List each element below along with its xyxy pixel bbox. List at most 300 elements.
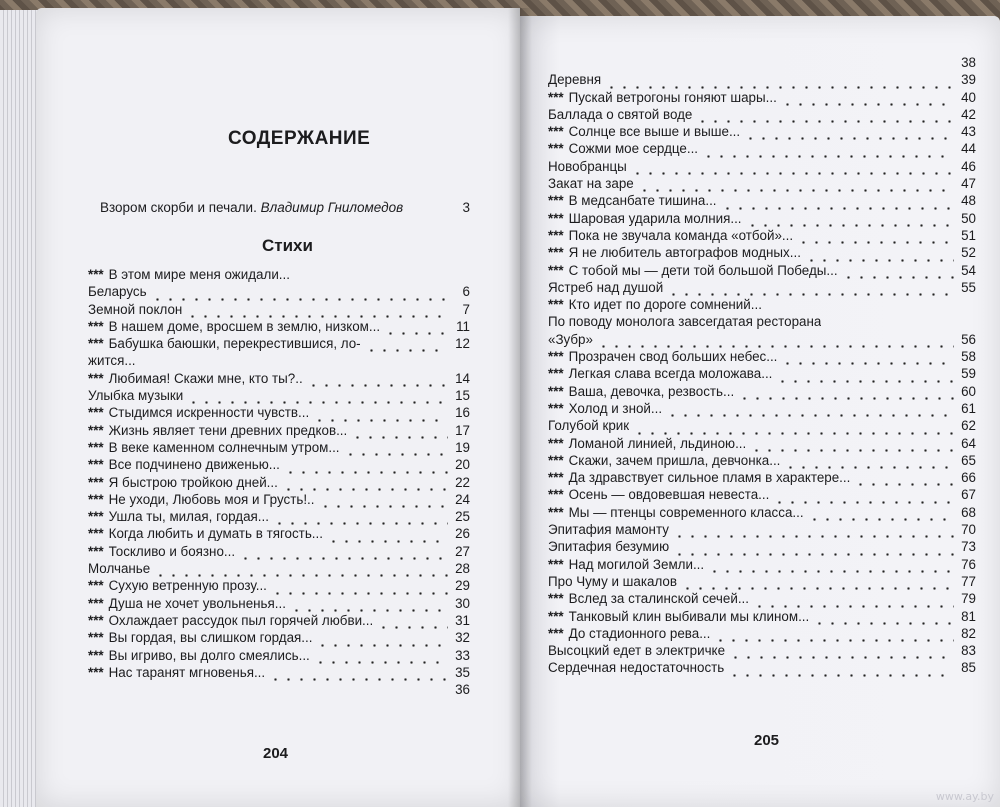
toc-entry-page: 67 — [961, 487, 976, 503]
asterisks-marker: *** — [548, 487, 564, 503]
toc-entry-title — [548, 608, 809, 625]
toc-entry-text: Вы гордая, вы слишком гордая... — [108, 630, 313, 646]
toc-entry-title — [88, 525, 323, 542]
toc-entry-text: Высоцкий едет в электричке — [548, 643, 726, 659]
toc-entry-title — [88, 647, 310, 664]
toc-entry-title — [88, 595, 286, 612]
toc-right-list — [548, 54, 976, 677]
toc-entry — [548, 590, 976, 607]
toc-entry-title — [548, 296, 762, 313]
toc-entry-page: 62 — [961, 418, 976, 434]
dot-leader — [854, 474, 954, 486]
dot-leader — [631, 163, 954, 175]
dot-leader — [702, 146, 954, 158]
toc-entry — [88, 612, 470, 629]
dot-leader — [307, 375, 448, 387]
toc-entry-title — [88, 491, 315, 508]
toc-entry — [548, 486, 976, 503]
toc-entry — [548, 348, 976, 365]
toc-entry-text: Осень — овдовевшая невеста... — [568, 487, 770, 503]
toc-entry — [88, 370, 470, 387]
toc-entry-text: Вслед за сталинской сечей... — [568, 591, 750, 607]
dot-leader — [667, 284, 954, 296]
toc-entry-title — [88, 439, 340, 456]
toc-entry-page: 83 — [961, 643, 976, 659]
toc-entry-page: 77 — [961, 573, 976, 589]
toc-entry — [548, 504, 976, 521]
dot-leader — [776, 371, 954, 383]
toc-entry — [548, 521, 976, 538]
toc-entry — [548, 625, 976, 642]
dot-leader — [351, 427, 448, 439]
asterisks-marker: *** — [88, 526, 104, 542]
toc-entry — [88, 560, 470, 577]
preface-author: Владимир Гниломедов — [260, 200, 404, 215]
toc-entry — [548, 659, 976, 676]
toc-entry — [548, 469, 976, 486]
dot-leader — [282, 479, 448, 491]
toc-entry-page: 82 — [961, 625, 976, 641]
page-number-left: 204 — [263, 745, 289, 762]
toc-entry-title — [548, 244, 801, 261]
toc-entry-title — [88, 352, 136, 369]
toc-entry-text: Шаровая ударила молния... — [568, 210, 742, 226]
toc-entry-title — [548, 400, 662, 417]
dot-leader — [744, 128, 954, 140]
toc-entry — [88, 681, 470, 698]
dot-leader — [290, 600, 448, 612]
toc-entry — [548, 642, 976, 659]
toc-entry-text: Ваша, девочка, резвость... — [568, 383, 735, 399]
toc-entry-title — [88, 612, 373, 629]
toc-entry — [548, 400, 976, 417]
section-heading: Стихи — [262, 236, 313, 255]
toc-entry-title — [548, 140, 698, 157]
toc-entry-text: Любимая! Скажи мне, кто ты?.. — [108, 370, 303, 386]
toc-entry-page: 52 — [961, 245, 976, 261]
toc-entry-text: Земной поклон — [88, 301, 183, 317]
toc-entry-page: 42 — [961, 106, 976, 122]
toc-entry-title — [548, 573, 677, 590]
dot-leader — [797, 232, 954, 244]
toc-entry — [548, 313, 976, 330]
toc-entry-title — [548, 313, 821, 330]
dot-leader — [597, 336, 954, 348]
toc-entry-page: 28 — [455, 561, 470, 577]
preface-title-group — [100, 200, 403, 215]
dot-leader — [316, 635, 448, 647]
toc-entry — [88, 301, 470, 318]
toc-entry-title — [548, 279, 663, 296]
toc-entry — [88, 283, 470, 300]
toc-entry — [88, 577, 470, 594]
asterisks-marker: *** — [548, 400, 564, 416]
toc-entry-title — [548, 469, 850, 486]
toc-entry-title — [548, 262, 838, 279]
toc-entry — [88, 629, 470, 646]
toc-entry-text: Молчанье — [88, 561, 151, 577]
toc-entry-page: 39 — [961, 72, 976, 88]
toc-entry-title — [548, 417, 629, 434]
toc-entry-title — [88, 543, 235, 560]
toc-entry-page: 44 — [961, 141, 976, 157]
toc-entry-page: 12 — [455, 336, 470, 352]
toc-entry-title — [548, 89, 777, 106]
asterisks-marker: *** — [548, 556, 564, 572]
dot-leader — [729, 647, 954, 659]
dot-leader — [154, 565, 448, 577]
dot-leader — [728, 665, 954, 677]
asterisks-marker: *** — [88, 439, 104, 455]
toc-entry-text: Все подчинено движенью... — [108, 457, 280, 473]
toc-entry-page: 64 — [961, 435, 976, 451]
toc-entry-page: 20 — [455, 457, 470, 473]
dot-leader — [825, 319, 954, 331]
toc-entry-page: 43 — [961, 124, 976, 140]
toc-entry-page: 48 — [961, 193, 976, 209]
toc-entry-page: 85 — [961, 660, 976, 676]
dot-leader — [365, 340, 448, 352]
toc-entry-text: В медсанбате тишина... — [568, 193, 717, 209]
toc-entry — [548, 279, 976, 296]
asterisks-marker: *** — [88, 267, 104, 282]
toc-entry-title — [88, 318, 380, 335]
asterisks-marker: *** — [548, 591, 564, 607]
toc-entry-page: 38 — [961, 55, 976, 70]
toc-entry-page: 32 — [455, 630, 470, 646]
toc-entry-text: Когда любить и думать в тягость... — [108, 526, 323, 542]
dot-leader — [842, 267, 954, 279]
asterisks-marker: *** — [88, 543, 104, 559]
dot-leader — [313, 410, 448, 422]
toc-entry-title — [88, 283, 147, 300]
asterisks-marker: *** — [548, 452, 564, 468]
toc-entry — [548, 54, 976, 71]
toc-entry-text: Ушла ты, милая, гордая... — [108, 509, 269, 525]
toc-entry-page: 16 — [455, 405, 470, 421]
toc-entry-title — [88, 422, 347, 439]
toc-entry-text: Сожми мое сердце... — [568, 141, 699, 157]
toc-entry-page: 46 — [961, 158, 976, 174]
toc-entry-page: 55 — [961, 279, 976, 295]
toc-entry — [88, 439, 470, 456]
toc-entry-page: 70 — [961, 522, 976, 538]
toc-entry-page: 60 — [961, 383, 976, 399]
asterisks-marker: *** — [88, 664, 104, 680]
toc-entry — [548, 71, 976, 88]
toc-entry-page: 11 — [456, 318, 470, 334]
toc-entry-text: Эпитафия мамонту — [548, 522, 669, 538]
dot-leader — [273, 513, 448, 525]
toc-entry-title — [88, 387, 183, 404]
asterisks-marker: *** — [88, 630, 104, 646]
dot-leader — [708, 561, 954, 573]
toc-entry-text: По поводу монолога завсегдатая ресторана — [548, 314, 822, 330]
toc-entry-title — [88, 335, 361, 352]
dot-leader — [773, 492, 954, 504]
toc-entry-text: Сердечная недостаточность — [548, 660, 725, 676]
toc-entry-page: 33 — [455, 647, 470, 663]
toc-entry-page: 30 — [455, 595, 470, 611]
toc-entry — [548, 365, 976, 382]
dot-leader — [746, 215, 954, 227]
asterisks-marker: *** — [548, 124, 564, 140]
toc-entry-text: «Зубр» — [548, 331, 593, 347]
toc-entry-page: 59 — [961, 366, 976, 382]
dot-leader — [186, 306, 448, 318]
toc-entry-title — [548, 435, 746, 452]
toc-entry-text: Голубой крик — [548, 418, 630, 434]
dot-leader — [813, 613, 954, 625]
toc-entry — [88, 664, 470, 681]
dot-leader — [140, 358, 448, 370]
page-number-right: 205 — [754, 732, 780, 749]
toc-entry-title — [548, 365, 772, 382]
dot-leader — [638, 180, 954, 192]
toc-entry-title — [88, 560, 150, 577]
asterisks-marker: *** — [88, 595, 104, 611]
toc-entry-title — [88, 404, 309, 421]
toc-entry-title — [548, 659, 724, 676]
toc-entry-page: 40 — [961, 89, 976, 105]
toc-entry-text: В этом мире меня ожидали... — [108, 267, 290, 282]
dot-leader — [721, 198, 954, 210]
toc-entry-title — [88, 301, 182, 318]
toc-entry — [88, 647, 470, 664]
preface-page: 3 — [462, 200, 470, 215]
toc-entry — [88, 491, 470, 508]
toc-entry-text: Холод и зной... — [568, 400, 663, 416]
toc-entry-text: Танковый клин выбивали мы клином... — [568, 608, 810, 624]
toc-entry-title — [548, 348, 777, 365]
toc-entry-text: Бабушка баюшки, перекрестившися, ло- — [108, 336, 361, 352]
toc-entry-title — [88, 370, 303, 387]
toc-entry — [548, 210, 976, 227]
toc-entry — [548, 383, 976, 400]
toc-entry-page: 61 — [961, 400, 976, 416]
dot-leader — [738, 388, 954, 400]
dot-leader — [271, 583, 448, 595]
dot-leader — [673, 526, 954, 538]
asterisks-marker: *** — [88, 457, 104, 473]
dot-leader — [187, 392, 448, 404]
toc-entry-page: 50 — [961, 210, 976, 226]
toc-entry-page: 79 — [961, 591, 976, 607]
toc-entry-page: 15 — [455, 388, 470, 404]
watermark: www.ay.by — [935, 790, 994, 803]
toc-entry-title — [548, 383, 734, 400]
asterisks-marker: *** — [548, 625, 564, 641]
toc-entry-page: 14 — [455, 370, 470, 386]
toc-entry-text: Солнце все выше и выше... — [568, 124, 741, 140]
toc-entry — [88, 318, 470, 335]
toc-entry — [548, 140, 976, 157]
toc-entry-page: 24 — [455, 491, 470, 507]
toc-entry-page: 76 — [961, 556, 976, 572]
dot-leader — [781, 94, 954, 106]
asterisks-marker: *** — [548, 227, 564, 243]
toc-entry — [88, 525, 470, 542]
asterisks-marker: *** — [548, 470, 564, 486]
dot-leader — [681, 578, 954, 590]
toc-entry-text: До стадионного рева... — [568, 625, 711, 641]
toc-entry — [88, 422, 470, 439]
dot-leader — [269, 669, 448, 681]
toc-entry-title — [548, 123, 740, 140]
book-spine — [508, 8, 532, 807]
toc-entry-title — [88, 266, 290, 283]
asterisks-marker: *** — [548, 210, 564, 226]
asterisks-marker: *** — [548, 504, 564, 520]
toc-entry — [548, 452, 976, 469]
asterisks-marker: *** — [548, 366, 564, 382]
toc-entry — [548, 435, 976, 452]
toc-entry-text: Эпитафия безумию — [548, 539, 670, 555]
toc-entry — [88, 456, 470, 473]
toc-entry — [548, 556, 976, 573]
dot-leader — [605, 77, 954, 89]
toc-entry-text: Да здравствует сильное пламя в характере... — [568, 470, 851, 486]
toc-entry-text: Прозрачен свод больших небес... — [568, 349, 778, 365]
toc-entry-text: Ломаной линией, льдиною... — [568, 435, 747, 451]
toc-entry-text: Тоскливо и боязно... — [108, 543, 236, 559]
contents-heading: СОДЕРЖАНИЕ — [228, 128, 371, 149]
toc-entry-title — [88, 474, 278, 491]
toc-entry — [88, 595, 470, 612]
toc-entry — [548, 331, 976, 348]
toc-entry-text: С тобой мы — дети той большой Победы... — [568, 262, 838, 278]
asterisks-marker: *** — [88, 422, 104, 438]
toc-entry-title — [548, 71, 601, 88]
asterisks-marker: *** — [548, 262, 564, 278]
toc-entry-text: Я не любитель автографов модных... — [568, 245, 801, 261]
toc-entry-title — [548, 538, 669, 555]
toc-entry-page: 19 — [455, 439, 470, 455]
toc-entry-title — [548, 192, 717, 209]
dot-leader — [781, 353, 954, 365]
dot-leader — [384, 323, 448, 335]
dot-leader — [239, 548, 448, 560]
dot-leader — [552, 59, 954, 71]
toc-entry-page: 22 — [455, 474, 470, 490]
toc-entry-page: 73 — [961, 539, 976, 555]
toc-entry-title — [548, 590, 749, 607]
toc-entry — [88, 508, 470, 525]
toc-entry-title — [88, 664, 265, 681]
preface-title: Взором скорби и печали. — [100, 200, 257, 215]
dot-leader — [92, 686, 448, 698]
toc-entry-page: 68 — [961, 504, 976, 520]
asterisks-marker: *** — [548, 297, 564, 313]
toc-entry-title — [548, 521, 669, 538]
toc-entry-title — [548, 106, 692, 123]
dot-leader — [633, 423, 954, 435]
toc-entry-title — [548, 175, 634, 192]
toc-entry-title — [548, 642, 725, 659]
asterisks-marker: *** — [548, 141, 564, 157]
toc-entry-title — [88, 629, 312, 646]
toc-entry-title — [548, 210, 742, 227]
asterisks-marker: *** — [88, 336, 104, 352]
toc-entry — [548, 106, 976, 123]
toc-entry — [88, 404, 470, 421]
toc-entry — [88, 335, 470, 352]
dot-leader — [696, 111, 954, 123]
toc-entry-title — [548, 504, 804, 521]
toc-entry — [88, 543, 470, 560]
toc-entry-text: Скажи, зачем пришла, девчонка... — [568, 452, 781, 468]
toc-entry-text: Я быстрою тройкою дней... — [108, 474, 278, 490]
toc-entry — [548, 608, 976, 625]
asterisks-marker: *** — [548, 245, 564, 261]
dot-leader — [314, 652, 448, 664]
toc-entry-page: 35 — [455, 664, 470, 680]
toc-entry-title — [548, 486, 769, 503]
toc-entry-text: Пускай ветрогоны гоняют шары... — [568, 89, 777, 105]
toc-entry — [548, 417, 976, 434]
asterisks-marker: *** — [548, 349, 564, 365]
toc-entry — [548, 227, 976, 244]
dot-leader — [805, 250, 954, 262]
asterisks-marker: *** — [548, 383, 564, 399]
dot-leader — [753, 596, 954, 608]
toc-entry-text: Охлаждает рассудок пыл горячей любви... — [108, 612, 374, 628]
toc-entry-text: Улыбка музыки — [88, 388, 184, 404]
asterisks-marker: *** — [88, 647, 104, 663]
asterisks-marker: *** — [88, 509, 104, 525]
toc-entry — [88, 387, 470, 404]
toc-entry-text: Над могилой Земли... — [568, 556, 705, 572]
toc-entry-page: 26 — [455, 526, 470, 542]
dot-leader — [808, 509, 954, 521]
toc-entry-title — [548, 158, 627, 175]
dot-leader — [750, 440, 954, 452]
toc-entry-page: 27 — [455, 543, 470, 559]
toc-entry-text: Не уходи, Любовь моя и Грусть!.. — [108, 491, 315, 507]
toc-entry-page: 29 — [455, 578, 470, 594]
toc-entry-text: жится... — [88, 353, 136, 369]
toc-entry-page: 51 — [961, 227, 976, 243]
toc-entry-text: Деревня — [548, 72, 602, 88]
toc-entry-title — [88, 456, 280, 473]
dot-leader — [327, 531, 448, 543]
toc-entry-page: 65 — [961, 452, 976, 468]
toc-entry-text: Беларусь — [88, 284, 147, 300]
dot-leader — [151, 289, 448, 301]
dot-leader — [319, 496, 449, 508]
toc-entry-text: Баллада о святой воде — [548, 106, 693, 122]
asterisks-marker: *** — [88, 370, 104, 386]
toc-entry — [548, 158, 976, 175]
asterisks-marker: *** — [88, 612, 104, 628]
toc-entry — [88, 474, 470, 491]
toc-entry-text: Стыдимся искренности чувств... — [108, 405, 310, 421]
toc-entry-title — [548, 331, 593, 348]
toc-entry-page: 6 — [462, 284, 470, 300]
dot-leader — [714, 630, 954, 642]
toc-entry-page: 31 — [455, 612, 470, 628]
asterisks-marker: *** — [548, 193, 564, 209]
dot-leader — [344, 444, 448, 456]
asterisks-marker: *** — [548, 435, 564, 451]
asterisks-marker: *** — [88, 405, 104, 421]
toc-entry — [548, 89, 976, 106]
toc-entry-text: Душа не хочет увольненья... — [108, 595, 286, 611]
toc-entry — [88, 352, 470, 369]
toc-entry — [548, 262, 976, 279]
dot-leader — [284, 462, 448, 474]
asterisks-marker: *** — [88, 491, 104, 507]
